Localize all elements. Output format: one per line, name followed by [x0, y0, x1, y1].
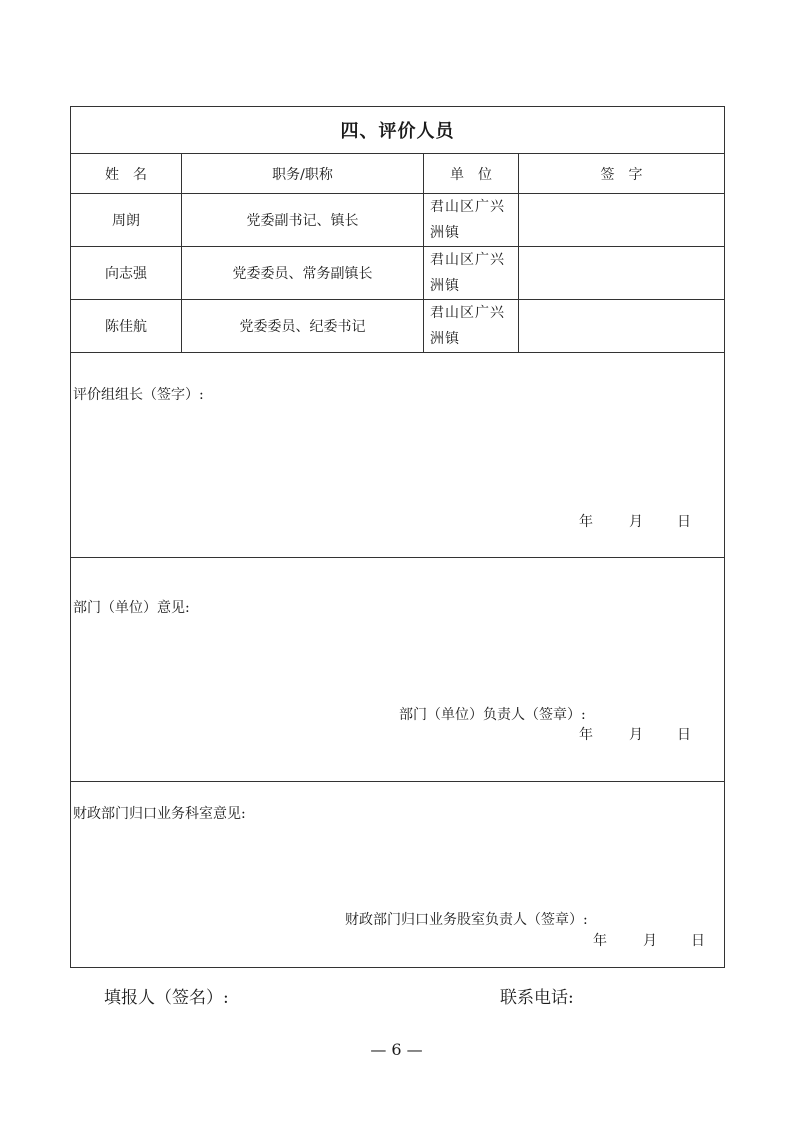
filler-signature-label: 填报人（签名）: [104, 988, 229, 1008]
finance-opinion-section[interactable] [71, 782, 725, 968]
day-label: 日 [677, 514, 691, 530]
leader-signature-label: 评价组组长（签字）: [73, 387, 204, 403]
leader-date [579, 511, 691, 531]
month-label: 月 [643, 933, 657, 949]
department-responsible-label: 部门（单位）负责人（签章）: [399, 707, 586, 723]
year-label: 年 [579, 514, 593, 530]
department-opinion-section[interactable] [71, 558, 725, 782]
person-name: 陈佳航 [71, 300, 182, 353]
finance-responsible-label: 财政部门归口业务股室负责人（签章）: [345, 912, 588, 928]
header-position: 职务/职称 [182, 154, 424, 194]
signature-cell[interactable] [519, 194, 725, 247]
table-row [71, 300, 725, 353]
header-unit: 单 位 [424, 154, 519, 194]
header-name: 姓 名 [71, 154, 182, 194]
month-label: 月 [629, 514, 643, 530]
person-unit: 君山区广兴洲镇 [424, 194, 519, 247]
signature-cell[interactable] [519, 300, 725, 353]
table-row [71, 247, 725, 300]
contact-phone-label: 联系电话: [500, 988, 574, 1008]
day-label: 日 [677, 727, 691, 743]
section-title: 四、评价人员 [71, 107, 725, 154]
department-date [579, 724, 691, 744]
signature-cell[interactable] [519, 247, 725, 300]
evaluation-personnel-table [70, 106, 725, 968]
leader-signature-section[interactable] [71, 353, 725, 558]
year-label: 年 [579, 727, 593, 743]
person-name: 向志强 [71, 247, 182, 300]
year-label: 年 [593, 933, 607, 949]
header-signature: 签 字 [519, 154, 725, 194]
day-label: 日 [691, 933, 705, 949]
person-position: 党委副书记、镇长 [182, 194, 424, 247]
table-row [71, 194, 725, 247]
finance-date [593, 930, 705, 950]
person-position: 党委委员、常务副镇长 [182, 247, 424, 300]
month-label: 月 [629, 727, 643, 743]
person-position: 党委委员、纪委书记 [182, 300, 424, 353]
page-number: — 6 — [370, 1040, 423, 1059]
person-unit: 君山区广兴洲镇 [424, 247, 519, 300]
finance-opinion-label: 财政部门归口业务科室意见: [73, 806, 246, 822]
department-opinion-label: 部门（单位）意见: [73, 600, 190, 616]
person-name: 周朗 [71, 194, 182, 247]
person-unit: 君山区广兴洲镇 [424, 300, 519, 353]
